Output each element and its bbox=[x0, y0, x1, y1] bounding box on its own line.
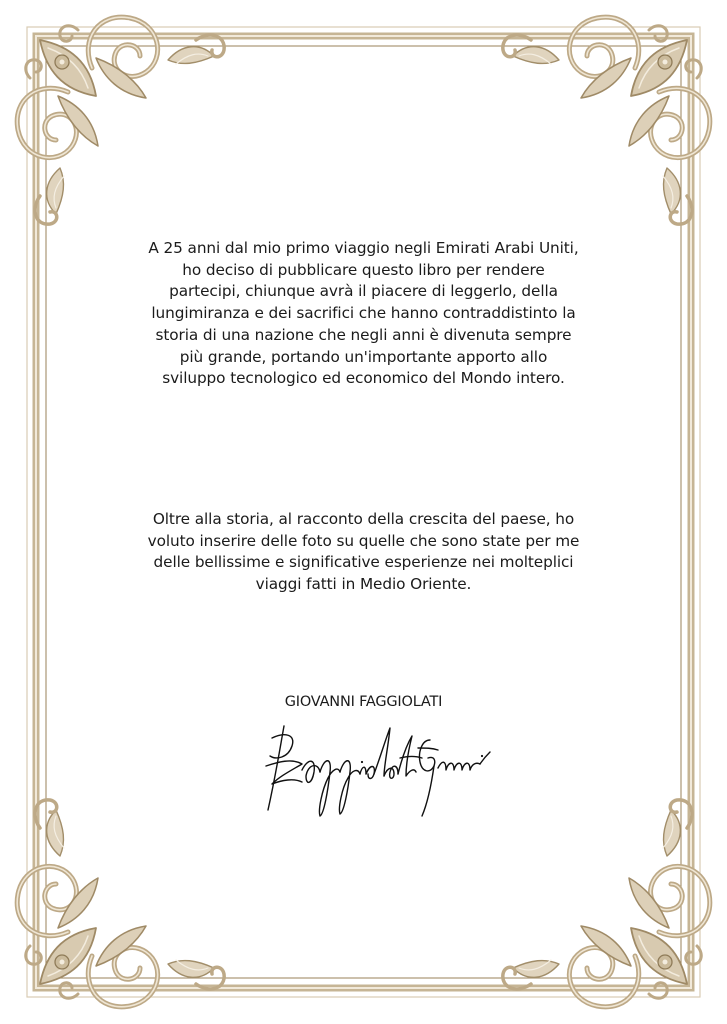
paragraph-line: delle bellissime e significative esperienze nei molteplici bbox=[153, 553, 574, 572]
paragraph-line: partecipi, chiunque avrà il piacere di leggerlo, della bbox=[169, 282, 558, 301]
paragraph-line: ho deciso di pubblicare questo libro per rendere bbox=[182, 260, 545, 279]
corner-ornament-icon bbox=[503, 17, 710, 224]
paragraph-line: sviluppo tecnologico ed economico del Mondo intero. bbox=[162, 369, 565, 388]
paragraph-line: voluto inserire delle foto su quelle che sono state per me bbox=[147, 531, 580, 550]
second-paragraph bbox=[110, 509, 617, 596]
paragraph-line: A 25 anni dal mio primo viaggio negli Emirati Arabi Uniti, bbox=[148, 239, 579, 257]
author-name: GIOVANNI FAGGIOLATI bbox=[284, 694, 443, 710]
corner-ornament-icon bbox=[503, 800, 710, 1007]
corner-ornament-icon bbox=[17, 800, 224, 1007]
signature-icon bbox=[262, 718, 492, 818]
corner-ornament-icon bbox=[17, 17, 224, 224]
paragraph-line: lungimiranza e dei sacrifici che hanno contraddistinto la bbox=[151, 304, 576, 323]
paragraph-line: storia di una nazione che negli anni è divenuta sempre bbox=[155, 325, 572, 344]
intro-paragraph bbox=[110, 238, 617, 390]
paragraph-line: viaggi fatti in Medio Oriente. bbox=[255, 575, 472, 594]
paragraph-line: Oltre alla storia, al racconto della crescita del paese, ho bbox=[152, 510, 575, 528]
paragraph-line: più grande, portando un'importante apporto allo bbox=[179, 347, 548, 366]
